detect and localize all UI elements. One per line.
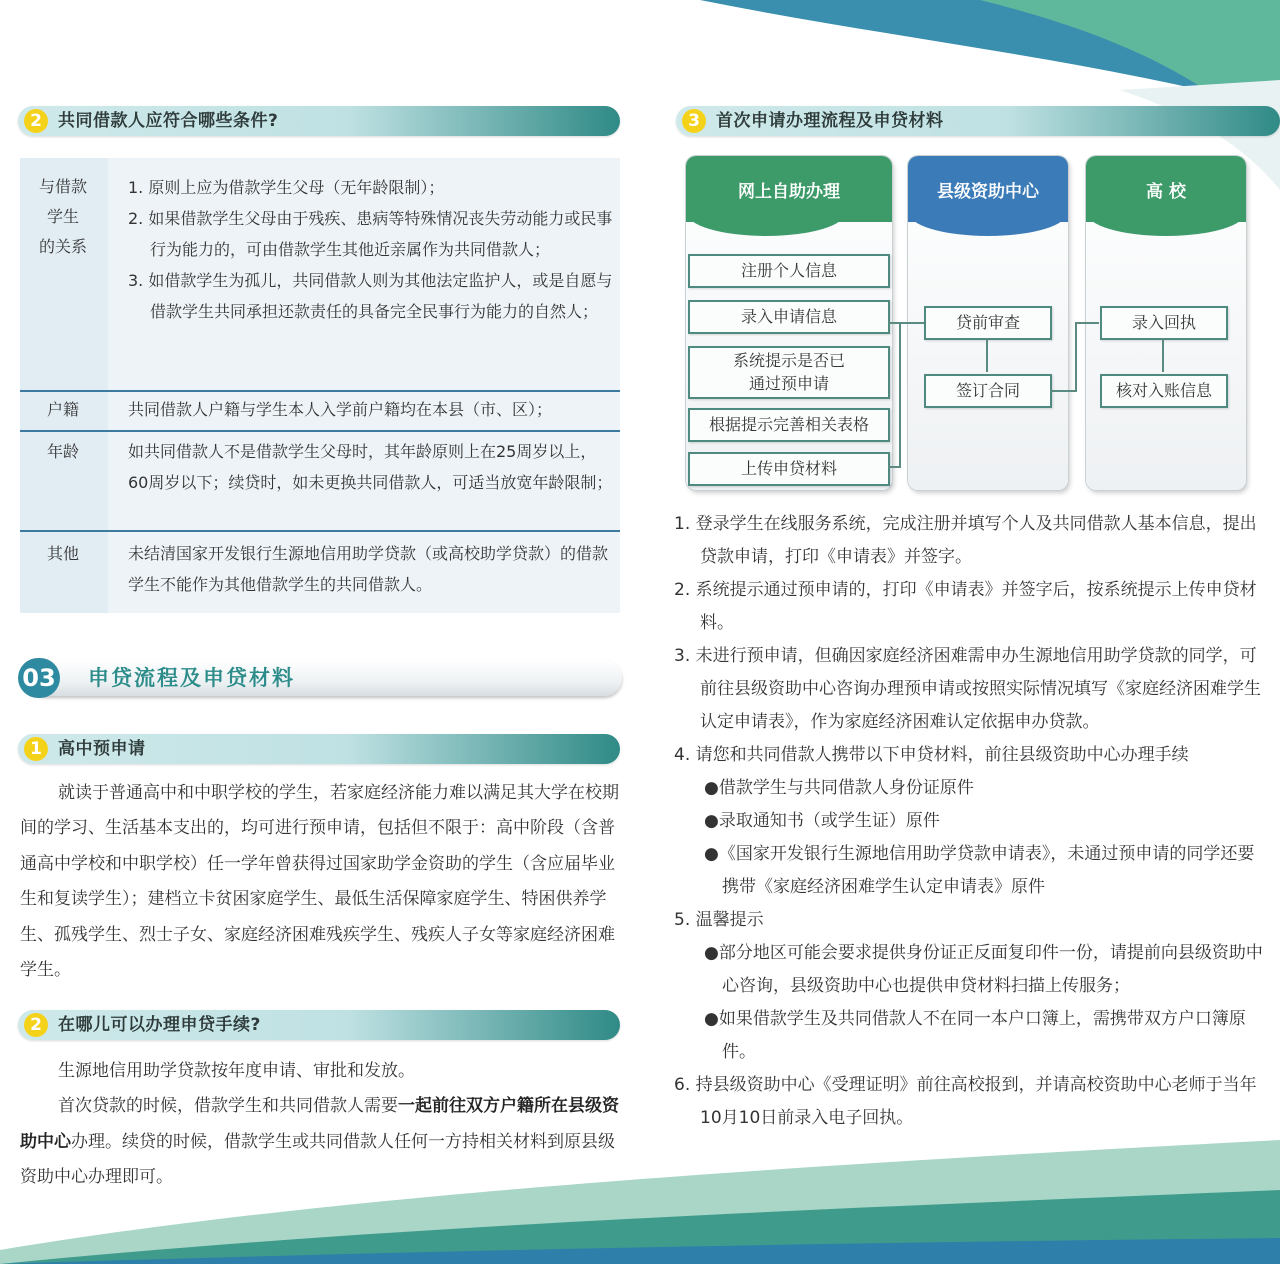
- section-title: 共同借款人应符合哪些条件?: [58, 111, 279, 131]
- bullet-text: 如果借款学生及共同借款人不在同一本户口簿上，需携带双方户口簿原件。: [718, 1009, 1246, 1062]
- step-item-5: [674, 904, 1264, 937]
- step-number: 4.: [674, 745, 691, 765]
- connector-line: [899, 322, 901, 468]
- step-number: 5.: [674, 910, 691, 930]
- section-number-badge: 2: [24, 109, 48, 133]
- section-title: 高中预申请: [58, 739, 146, 759]
- flow-step-check-pre-application: [688, 346, 890, 399]
- relationship-item-1: 1. 原则上应为借款学生父母（无年龄限制）；: [128, 178, 445, 197]
- text-run: 办理。续贷的时候，借款学生或共同借款人任何一方持相关材料到原县级资助中心办理即可。: [20, 1131, 615, 1188]
- connector-line: [1162, 338, 1164, 372]
- step-number: 6.: [674, 1075, 691, 1095]
- flow-step-upload-materials: 上传申贷材料: [688, 452, 890, 486]
- emphasis-text: 一起前往双方户籍所在县级资助中心: [20, 1096, 619, 1152]
- application-steps-list: [674, 508, 1264, 1135]
- step-text: 系统提示通过预申请的，打印《申请表》并签字后，按系统提示上传申贷材料。: [695, 580, 1257, 633]
- step-item-6: [674, 1069, 1264, 1135]
- flow-step-register: 注册个人信息: [688, 254, 890, 288]
- chapter-title: 申贷流程及申贷材料: [88, 666, 295, 690]
- section-header-pre-application: [18, 734, 620, 764]
- row-content-other: 未结清国家开发银行生源地信用助学贷款（或高校助学贷款）的借款学生不能作为其他借款学生的共同借款人。: [128, 544, 609, 594]
- bullet-text: 借款学生与共同借款人身份证原件: [718, 778, 974, 798]
- paragraph-text-1: 生源地信用助学贷款按年度申请、审批和发放。: [58, 1061, 415, 1081]
- step-number: 2.: [674, 580, 691, 600]
- label-line: 的关系: [38, 237, 87, 256]
- label-line: 与借款: [38, 177, 87, 196]
- step-item-2: [674, 574, 1264, 640]
- flow-step-enter-receipt: 录入回执: [1100, 306, 1228, 340]
- row-content-household: 共同借款人户籍与学生本人入学前户籍均在本县（市、区）；: [128, 400, 553, 419]
- chapter-number: 03: [18, 658, 60, 698]
- bullet-text: 部分地区可能会要求提供身份证正反面复印件一份，请提前向县级资助中心咨询，县级资助中心也提供申贷材料扫描上传服务；: [718, 943, 1263, 996]
- row-label-age: 年龄: [46, 442, 79, 461]
- step-text: 登录学生在线服务系统，完成注册并填写个人及共同借款人基本信息，提出贷款申请，打印《申请表》并签字。: [695, 514, 1257, 567]
- chapter-banner-03: [18, 658, 622, 698]
- column-title: 网上自助办理: [738, 182, 840, 202]
- connector-line: [888, 466, 900, 468]
- bullet-item: ●《国家开发银行生源地信用助学贷款申请表》，未通过预申请的同学还要携带《家庭经济困难学生认定申请表》原件: [704, 844, 1255, 897]
- text-run: 首次贷款的时候，借款学生和共同借款人需要: [58, 1096, 398, 1117]
- connector-line: [1075, 322, 1099, 324]
- co-borrower-conditions-table: [20, 158, 620, 613]
- row-divider: [20, 530, 620, 532]
- connector-line: [888, 322, 924, 324]
- box-line: 系统提示是否已: [732, 351, 845, 370]
- section-header-where-to-apply: [18, 1010, 620, 1040]
- row-label-household: 户籍: [46, 400, 79, 419]
- step-text: 未进行预申请，但确因家庭经济困难需申办生源地信用助学贷款的同学，可前往县级资助中心咨询办理预申请或按照实际情况填写《家庭经济困难学生认定申请表》，作为家庭经济困难认定依据申办贷款。: [695, 646, 1261, 732]
- row-divider: [20, 430, 620, 432]
- step-text: 持县级资助中心《受理证明》前往高校报到，并请高校资助中心老师于当年10月10日前录入电子回执。: [695, 1075, 1257, 1128]
- section-title: 首次申请办理流程及申贷材料: [716, 111, 944, 131]
- connector-line: [986, 338, 988, 372]
- flow-step-sign-contract: 签订合同: [924, 374, 1052, 408]
- relationship-item-2: 2. 如果借款学生父母由于残疾、患病等特殊情况丧失劳动能力或民事行为能力的，可由借款学生其他近亲属作为共同借款人；: [128, 209, 613, 259]
- bullet-item: ●如果借款学生及共同借款人不在同一本户口簿上，需携带双方户口簿原件。: [704, 1009, 1246, 1062]
- section-number-badge: 2: [24, 1013, 48, 1037]
- column-title: 高 校: [1146, 182, 1186, 202]
- row-divider: [20, 390, 620, 392]
- flow-step-verify-account: 核对入账信息: [1100, 374, 1228, 408]
- step-text: 请您和共同借款人携带以下申贷材料，前往县级资助中心办理手续: [695, 745, 1189, 765]
- column-header: [686, 156, 892, 222]
- bullet-item: ●借款学生与共同借款人身份证原件: [704, 778, 974, 798]
- bullet-item: ●录取通知书（或学生证）原件: [704, 811, 940, 831]
- bullet-text: 录取通知书（或学生证）原件: [718, 811, 940, 831]
- flow-step-enter-application: 录入申请信息: [688, 300, 890, 334]
- column-header: [1086, 156, 1246, 222]
- pre-application-paragraph: [20, 776, 622, 988]
- row-label-relationship: [30, 172, 96, 262]
- row-content-age: 如共同借款人不是借款学生父母时，其年龄原则上在25周岁以上，60周岁以下；续贷时，如未更换共同借款人，可适当放宽年龄限制；: [128, 442, 613, 492]
- flow-step-complete-forms: 根据提示完善相关表格: [688, 408, 890, 442]
- bullet-text: 《国家开发银行生源地信用助学贷款申请表》，未通过预申请的同学还要携带《家庭经济困难学生认定申请表》原件: [718, 844, 1255, 897]
- flow-step-pre-loan-review: 贷前审查: [924, 306, 1052, 340]
- step-text: 温馨提示: [695, 910, 764, 930]
- column-title: 县级资助中心: [937, 182, 1039, 202]
- step-number: 1.: [674, 514, 691, 534]
- row-label-other: 其他: [46, 544, 79, 563]
- bullet-item: ●部分地区可能会要求提供身份证正反面复印件一份，请提前向县级资助中心咨询，县级资助中心也提供申贷材料扫描上传服务；: [704, 943, 1263, 996]
- paragraph-text: 就读于普通高中和中职学校的学生，若家庭经济能力难以满足其大学在校期间的学习、生活基本支出的，均可进行预申请，包括但不限于：高中阶段（含普通高中学校和中职学校）任一学年曾获得过国家助学金资助的学生（含应届毕业生和复读学生）；建档立卡贫困家庭学生、最低生活保障家庭学生、特困供养学生、孤残学生、烈士子女、家庭经济困难残疾学生、残疾人子女等家庭经济困难学生。: [20, 783, 619, 981]
- section-number-badge: 3: [682, 109, 706, 133]
- column-header: [908, 156, 1068, 222]
- section-title: 在哪儿可以办理申贷手续?: [58, 1015, 261, 1035]
- section-number-badge: 1: [24, 737, 48, 761]
- step-number: 3.: [674, 646, 691, 666]
- step-item-1: [674, 508, 1264, 574]
- connector-line: [1050, 390, 1076, 392]
- where-to-apply-paragraph: [20, 1054, 622, 1196]
- box-line: 通过预申请: [748, 374, 829, 393]
- step-item-3: [674, 640, 1264, 739]
- step-item-4: [674, 739, 1264, 772]
- row-content-relationship: [128, 172, 613, 327]
- label-line: 学生: [46, 207, 79, 226]
- section-header-first-application: [676, 106, 1280, 136]
- relationship-item-3: 3. 如借款学生为孤儿，共同借款人则为其他法定监护人，或是自愿与借款学生共同承担还款责任的具备完全民事行为能力的自然人；: [128, 271, 613, 321]
- section-header-co-borrower: [18, 106, 620, 136]
- paragraph-text-2: [20, 1089, 622, 1195]
- connector-line: [1075, 322, 1077, 392]
